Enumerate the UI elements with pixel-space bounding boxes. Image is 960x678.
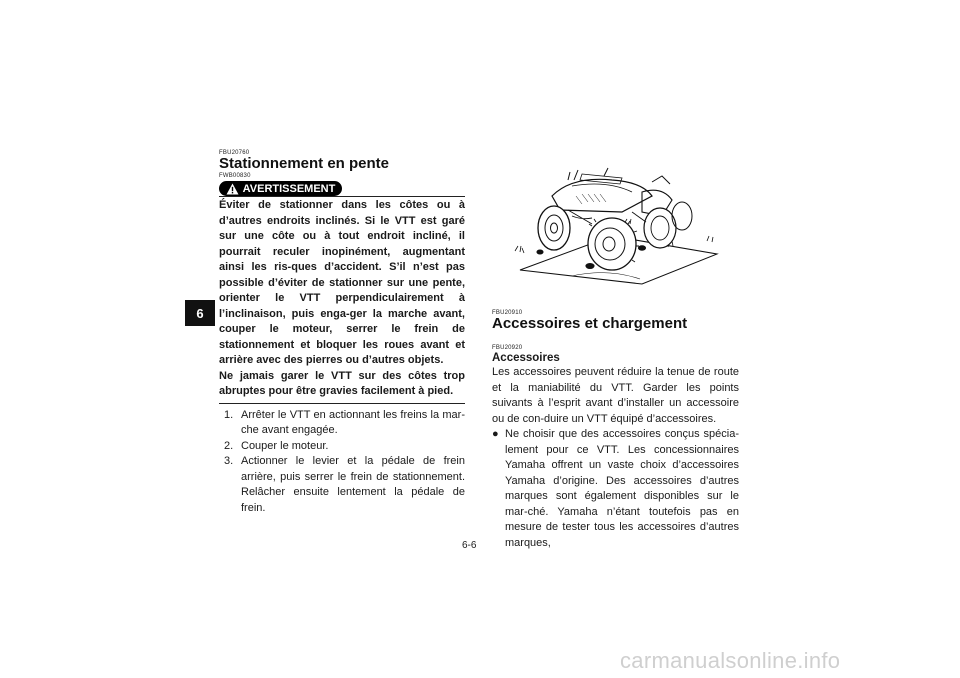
accessories-content [492,351,739,551]
section-title: Accessoires et chargement [492,315,688,332]
steps-list [219,408,465,517]
section-code: FBU20760 [219,150,250,156]
warning-text: Éviter de stationner dans les côtes ou à d’autres endroits inclinés. Si le VTT est garé sur une côte ou à tout endroit incliné, il pourrait reculer inopinément, augmentant ainsi les ris-ques d’accident. S’il n’est pas possible d’éviter de stationner sur une pente, orienter le VTT perpendiculairement à l’inclinaison, puis enga-ger la marche avant, couper le moteur, serrer le frein de stationnement et bloquer les roues avant et arrière avec des pierres ou d’autres objets. [219,199,465,366]
watermark: carmanualsonline.info [620,648,841,673]
bullet-list [492,427,739,551]
list-item: 3. Actionner le levier et la pédale de frein arrière, puis serrer le frein de stationnement. Relâcher ensuite lentement la pédale de frein. [224,455,465,514]
atv-illustration [512,166,722,294]
bullet-icon: ● [492,428,499,440]
list-item: ● Ne choisir que des accessoires conçus spécia-lement pour ce VTT. Les concessionnaires Yamaha offrent un vaste choix d’accessoires Yamaha d’origine. Des accessoires d’autres marques sont également disponibles sur le mar-ché. Yamaha n’étant toutefois pas en mesure de tester tous les accessoires d’autres marques, [492,428,739,549]
warning-triangle-icon [226,183,239,195]
warning-badge [219,181,342,196]
warning-bottom-rule [219,403,465,404]
list-item: 1. Arrêter le VTT en actionnant les freins la mar-che avant engagée. [224,408,465,436]
list-item: 2. Couper le moteur. [224,439,329,452]
warning-box [219,198,465,516]
warning-text-2: Ne jamais garer le VTT sur des côtes trop abruptes pour être gravies facilement à pied. [219,369,465,397]
subsection-title: Accessoires [492,352,560,364]
subsection-code: FBU20920 [492,345,523,351]
page-number: 6-6 [462,540,477,551]
warning-label: AVERTISSEMENT [242,182,336,195]
chapter-tab: 6 [185,300,215,326]
accessories-intro: Les accessoires peuvent réduire la tenue de route et la maniabilité du VTT. Garder les points suivants à l’esprit avant d’installer un accessoire ou de con-duire un VTT équipé d’accessoires. [492,366,739,425]
section-title: Stationnement en pente [219,155,390,172]
section-code: FBU20910 [492,310,523,316]
warning-top-rule [219,196,465,197]
warning-code: FWB00830 [219,173,251,179]
